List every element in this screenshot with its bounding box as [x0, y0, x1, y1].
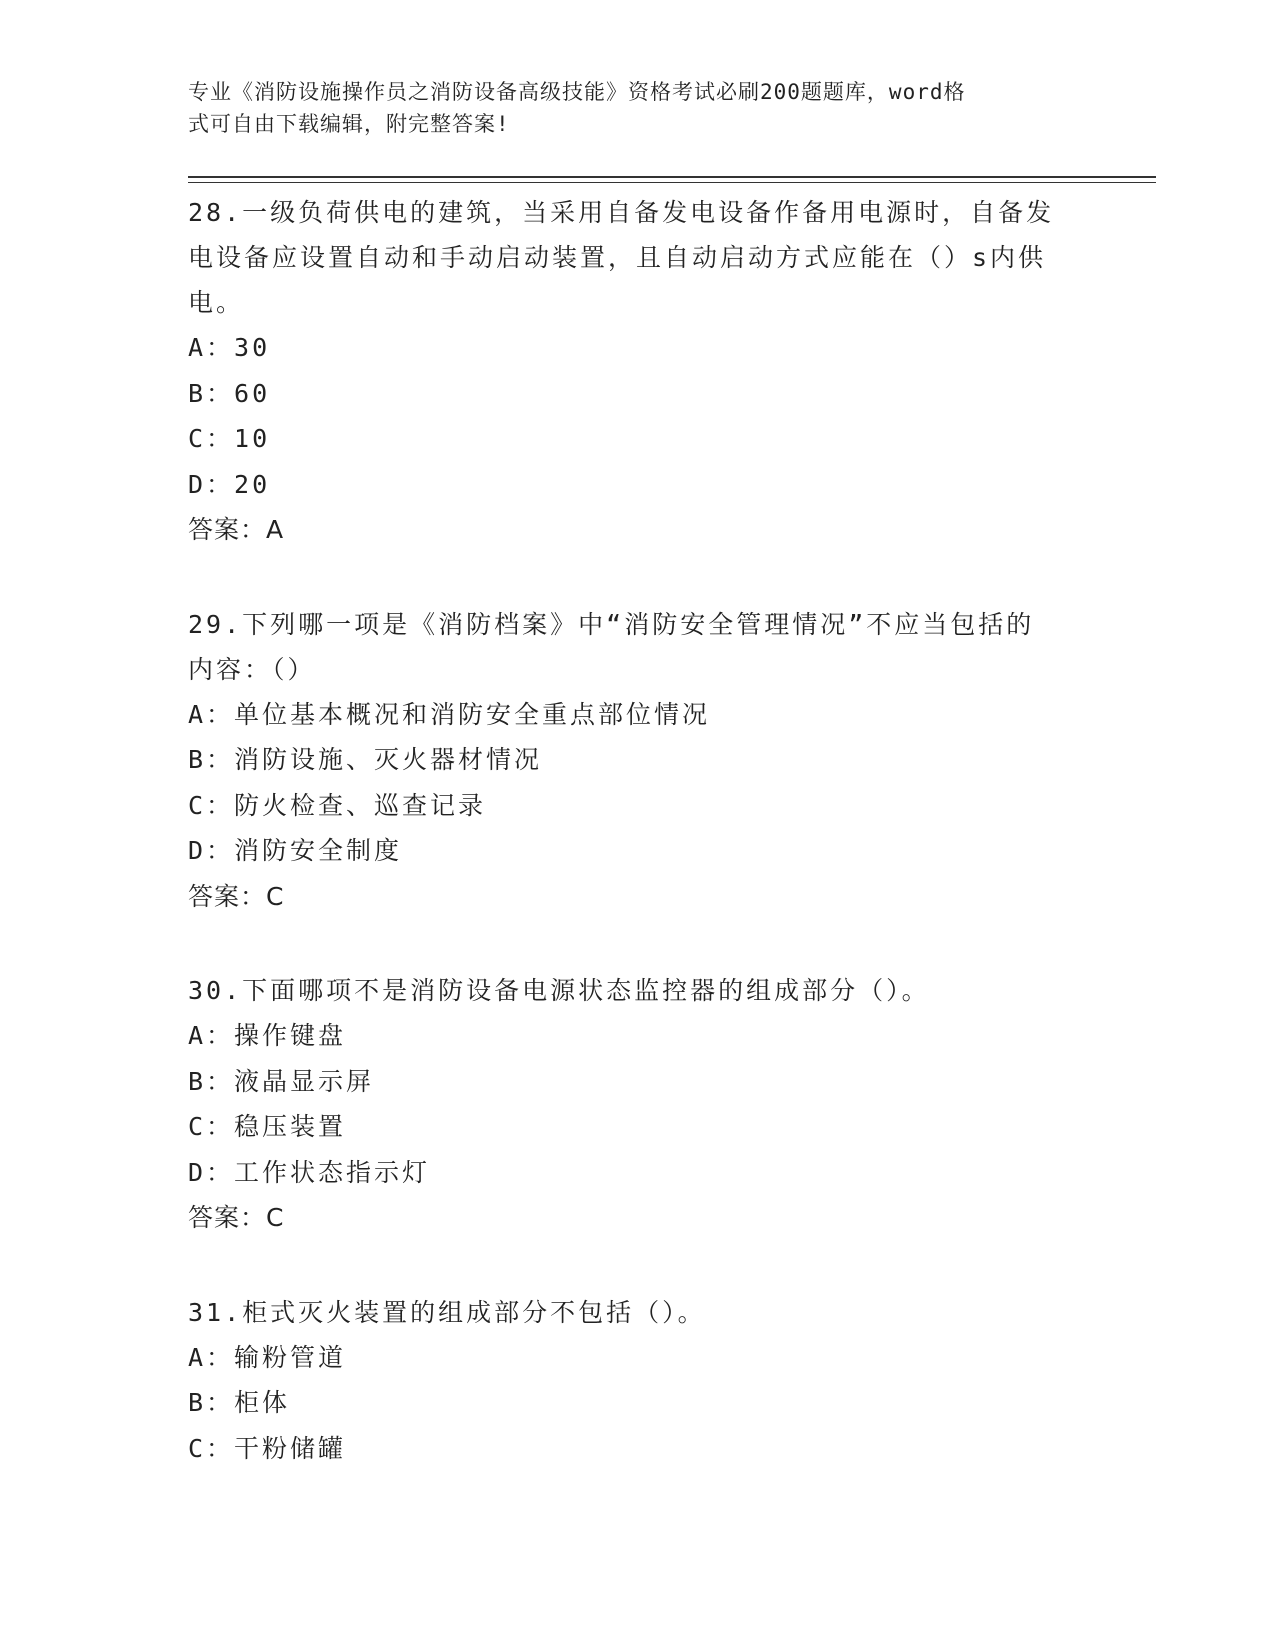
option-d: D：20 — [188, 469, 271, 499]
option-d: D：消防安全制度 — [188, 836, 403, 865]
question-spacer — [188, 1241, 1088, 1290]
answer-line: 答案：C — [188, 1203, 285, 1232]
option-c: C：稳压装置 — [188, 1112, 347, 1141]
option-b: B：消防设施、灭火器材情况 — [188, 745, 543, 774]
option-b: B：60 — [188, 378, 271, 408]
header-line-1: 专业《消防设施操作员之消防设备高级技能》资格考试必刷200题题库，word格 — [188, 80, 966, 104]
question-29 — [188, 602, 1088, 920]
question-31 — [188, 1290, 1088, 1472]
header-divider-thick — [188, 176, 1156, 178]
question-stem-line: 电。 — [188, 288, 245, 317]
option-a: A：单位基本概况和消防安全重点部位情况 — [188, 699, 711, 729]
header-line-2: 式可自由下载编辑，附完整答案! — [188, 112, 510, 136]
question-spacer — [188, 553, 1088, 602]
question-stem-line: 28.一级负荷供电的建筑，当采用自备发电设备作备用电源时，自备发 — [188, 198, 1055, 227]
option-b: B：柜体 — [188, 1388, 291, 1417]
option-a: A：输粉管道 — [188, 1342, 347, 1372]
option-a: A：30 — [188, 333, 271, 362]
question-stem-line: 30.下面哪项不是消防设备电源状态监控器的组成部分（）。 — [188, 976, 930, 1005]
option-b: B：液晶显示屏 — [188, 1066, 375, 1096]
option-c: C：10 — [188, 424, 271, 453]
answer-line: 答案：C — [188, 881, 285, 911]
option-c: C：防火检查、巡查记录 — [188, 790, 487, 820]
header-divider-thin — [188, 182, 1156, 183]
question-spacer — [188, 919, 1088, 968]
question-stem-line: 31.柜式灭火装置的组成部分不包括（）。 — [188, 1297, 706, 1327]
question-stem-line: 电设备应设置自动和手动启动装置，且自动启动方式应能在（）s内供 — [188, 243, 1047, 272]
document-header — [188, 76, 1068, 140]
option-c: C：干粉储罐 — [188, 1433, 347, 1463]
question-list — [188, 190, 1088, 1471]
question-28 — [188, 190, 1088, 553]
answer-line: 答案：A — [188, 515, 285, 544]
option-a: A：操作键盘 — [188, 1021, 347, 1050]
question-30 — [188, 968, 1088, 1241]
question-stem-line: 29.下列哪一项是《消防档案》中“消防安全管理情况”不应当包括的 — [188, 609, 1035, 639]
question-stem-line: 内容：（） — [188, 654, 316, 684]
option-d: D：工作状态指示灯 — [188, 1157, 431, 1187]
